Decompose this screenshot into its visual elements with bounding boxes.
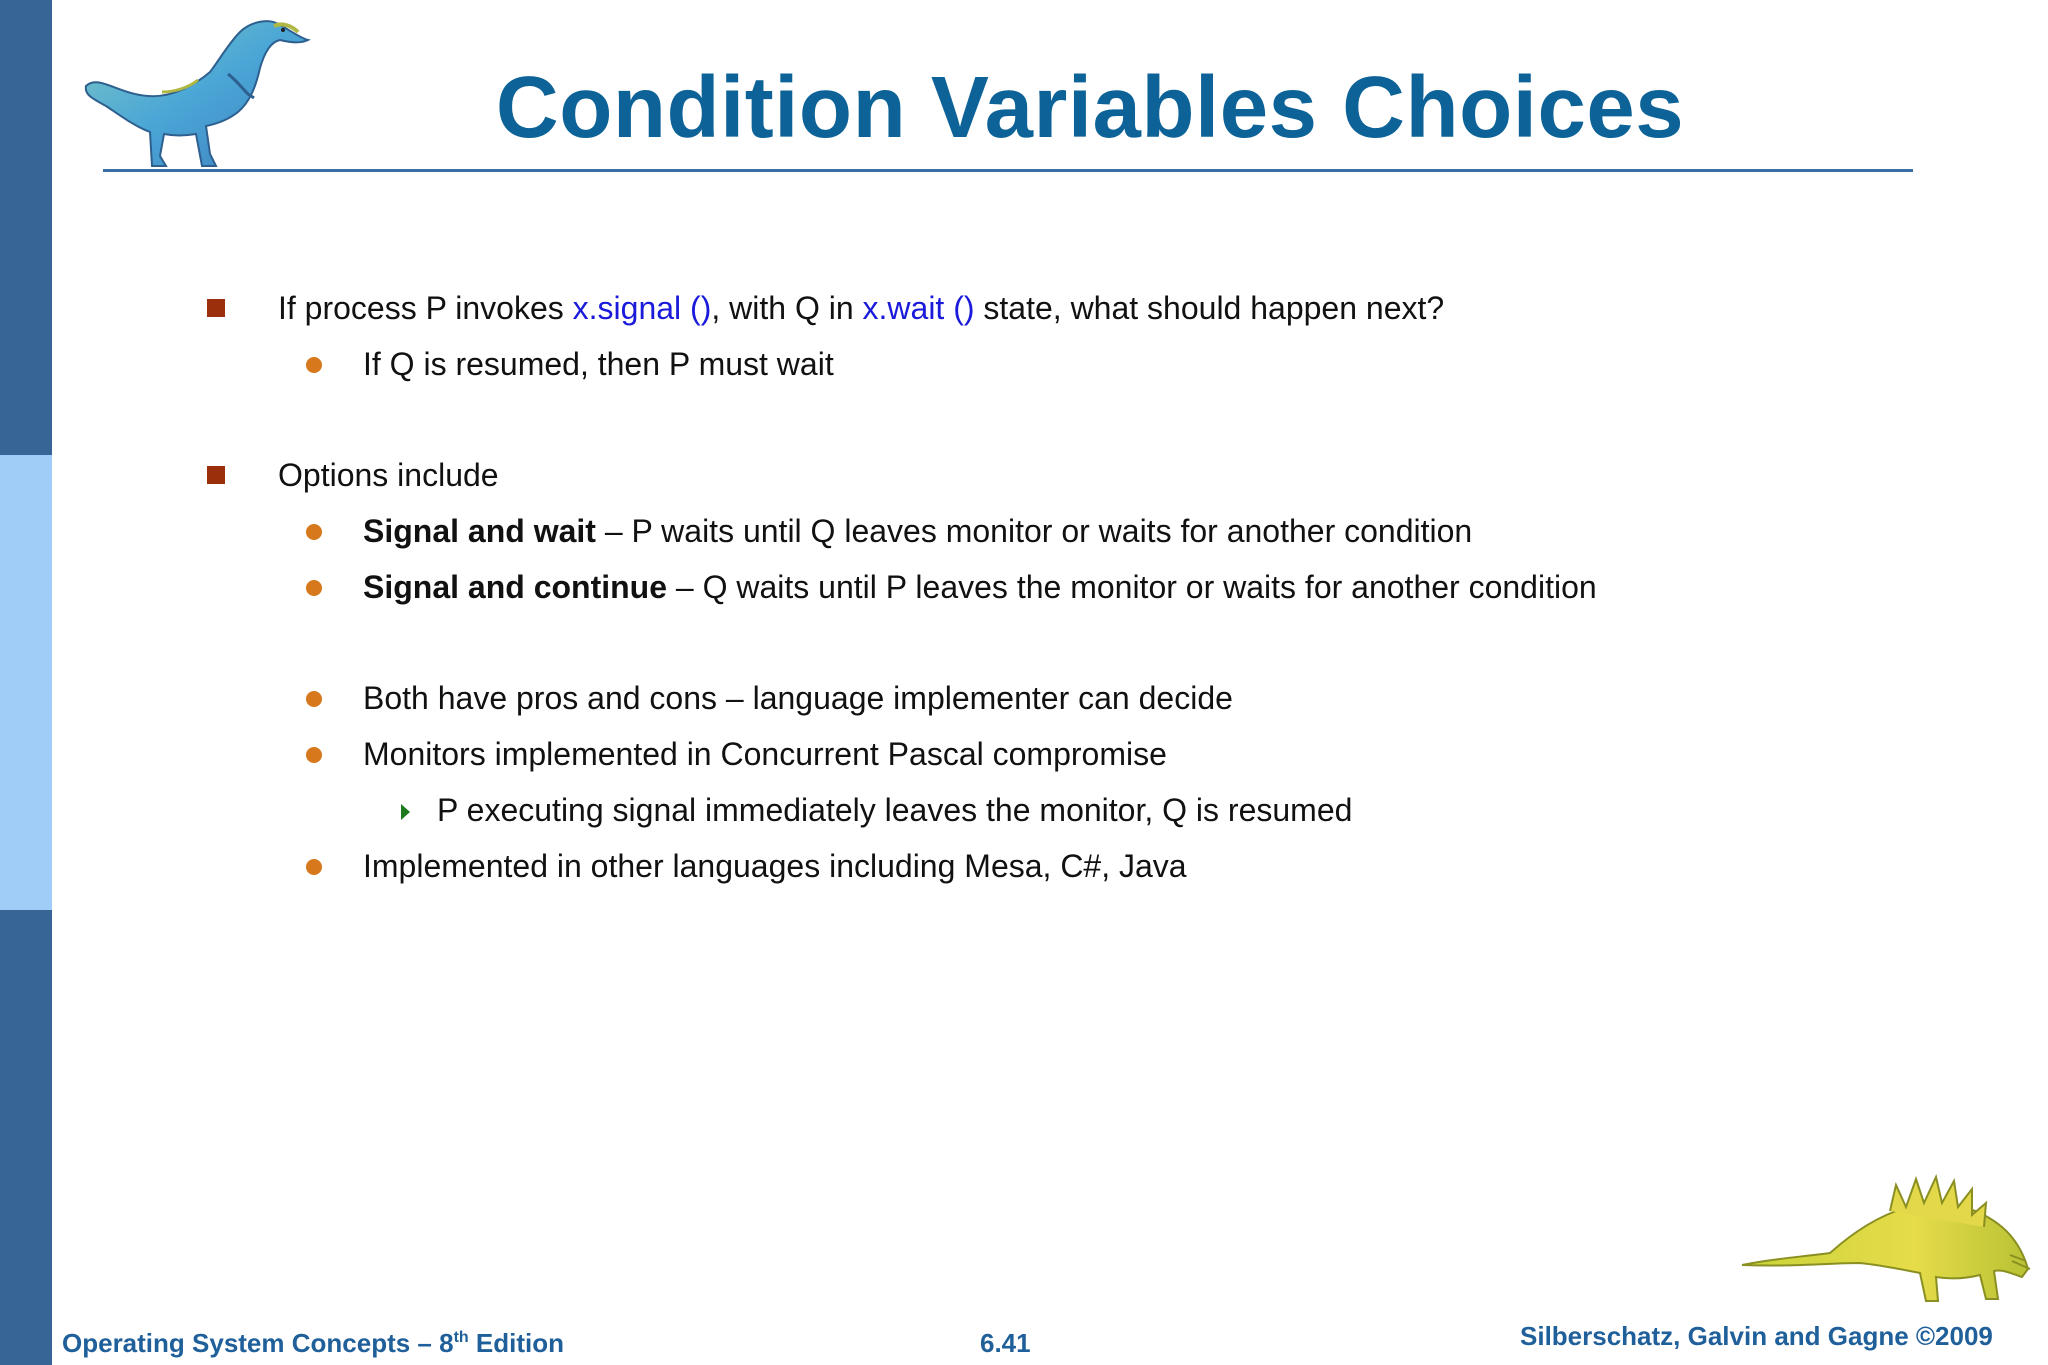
footer-authors: Silberschatz, Galvin and Gagne ©2009 (1520, 1321, 1993, 1351)
sub-bullet-signal-and-continue (363, 567, 1597, 607)
signal-and-continue-description: – Q waits until P leaves the monitor or waits for another condition (667, 569, 1597, 605)
sub-bullet-pros-cons: Both have pros and cons – language implementer can decide (363, 680, 1233, 716)
sub-bullet-q-resumed: If Q is resumed, then P must wait (363, 346, 834, 382)
bullet-options-include: Options include (278, 457, 499, 493)
dinosaur-icon (78, 14, 318, 170)
code-x-wait: x.wait () (862, 290, 975, 326)
square-bullet-icon (207, 299, 225, 317)
title-underline (103, 169, 1913, 172)
sub-bullet-other-languages: Implemented in other languages including Mesa, C#, Java (363, 848, 1187, 884)
term-signal-and-wait: Signal and wait (363, 513, 596, 549)
bullet-text-post: state, what should happen next? (974, 290, 1445, 326)
page-number: 6.41 (980, 1328, 1031, 1358)
dot-bullet-icon (306, 357, 322, 373)
term-signal-and-continue: Signal and continue (363, 569, 668, 605)
sidebar-decoration (0, 0, 52, 1365)
code-x-signal: x.signal () (572, 290, 712, 326)
footer-book-text: Operating System Concepts – 8 (62, 1328, 454, 1358)
footer-edition-superscript: th (453, 1329, 469, 1346)
stegosaurus-icon (1740, 1165, 2032, 1313)
bullet-text-mid: , with Q in (711, 290, 863, 326)
sub-sub-bullet-p-leaves: P executing signal immediately leaves the monitor, Q is resumed (437, 792, 1353, 828)
signal-and-wait-description: – P waits until Q leaves monitor or waits for another condition (595, 513, 1473, 549)
sub-bullet-concurrent-pascal: Monitors implemented in Concurrent Pascal compromise (363, 736, 1167, 772)
arrow-bullet-icon (401, 804, 410, 820)
footer-edition-word: Edition (468, 1328, 564, 1358)
sub-bullet-signal-and-wait (363, 511, 1472, 551)
dot-bullet-icon (306, 859, 322, 875)
footer-book-title (62, 1328, 564, 1359)
dot-bullet-icon (306, 747, 322, 763)
bullet-text-pre: If process P invokes (278, 290, 573, 326)
sidebar-highlight (0, 455, 52, 910)
square-bullet-icon (207, 466, 225, 484)
page-title: Condition Variables Choices (495, 59, 1685, 156)
dot-bullet-icon (306, 580, 322, 596)
bullet-signal-question (278, 288, 1444, 328)
dot-bullet-icon (306, 524, 322, 540)
dot-bullet-icon (306, 691, 322, 707)
